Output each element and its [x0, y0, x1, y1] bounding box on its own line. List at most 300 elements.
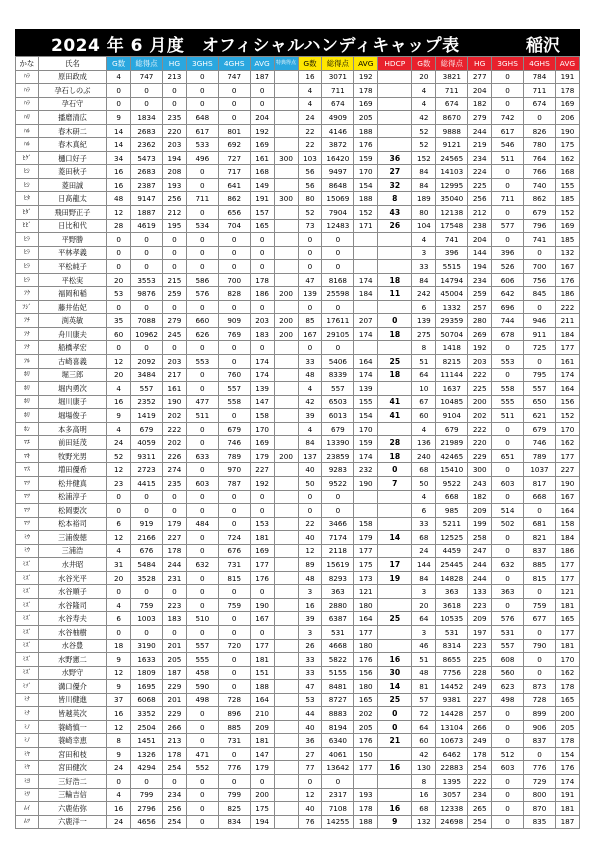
left-stat-cell: 0: [107, 260, 131, 274]
left-stat-cell: 834: [218, 815, 250, 829]
right-stat-cell: 144: [412, 558, 436, 572]
player-name-cell: 渕英敏: [38, 314, 106, 328]
right-stat-cell: 728: [524, 693, 556, 707]
header-name: 氏名: [38, 57, 106, 71]
kana-cell: ﾐﾜ: [16, 788, 39, 802]
mid-stat-cell: 0: [298, 341, 322, 355]
right-stat-cell: 152: [555, 206, 579, 220]
left-stat-cell: 717: [218, 165, 250, 179]
player-name-cell: 日比和代: [38, 219, 106, 233]
left-stat-cell: 4: [107, 70, 131, 84]
mid-stat-cell: 0: [298, 233, 322, 247]
header-left-total: 総得点: [131, 57, 163, 71]
player-name-cell: 皆越英次: [38, 707, 106, 721]
mid-stat-cell: [354, 260, 378, 274]
left-stat-cell: 0: [107, 341, 131, 355]
left-stat-cell: 151: [250, 666, 274, 680]
left-stat-cell: 496: [186, 151, 218, 165]
player-name-cell: 溝口優介: [38, 680, 106, 694]
right-stat-cell: 4: [412, 422, 436, 436]
left-stat-cell: 195: [162, 219, 186, 233]
player-name-cell: 孕石しのぶ: [38, 84, 106, 98]
right-stat-cell: 10673: [436, 734, 468, 748]
kana-cell: ﾌﾙ: [16, 355, 39, 369]
mid-stat-cell: 14255: [322, 815, 354, 829]
kana-cell: ﾐｿﾞ: [16, 680, 39, 694]
kana-cell: ﾋｼ: [16, 165, 39, 179]
mid-stat-cell: 174: [354, 449, 378, 463]
left-stat-cell: [274, 70, 298, 84]
right-stat-cell: 17548: [436, 219, 468, 233]
left-stat-cell: 202: [162, 409, 186, 423]
right-stat-cell: 9381: [436, 693, 468, 707]
right-stat-cell: 178: [555, 680, 579, 694]
right-stat-cell: 182: [468, 97, 492, 111]
mid-stat-cell: 207: [354, 314, 378, 328]
right-stat-cell: 621: [524, 409, 556, 423]
table-row: [16, 720, 580, 734]
right-stat-cell: 826: [524, 124, 556, 138]
left-stat-cell: 769: [218, 327, 250, 341]
left-stat-cell: 9: [107, 653, 131, 667]
table-row: [16, 774, 580, 788]
mid-stat-cell: 29105: [322, 327, 354, 341]
right-stat-cell: 679: [524, 206, 556, 220]
left-stat-cell: [274, 165, 298, 179]
player-name-cell: 平林孝義: [38, 246, 106, 260]
table-row: [16, 260, 580, 274]
mid-stat-cell: [354, 774, 378, 788]
left-stat-cell: 0: [186, 165, 218, 179]
header-right-3ghs: 3GHS: [492, 57, 524, 71]
mid-stat-cell: 177: [354, 761, 378, 775]
left-stat-cell: 724: [218, 531, 250, 545]
left-stat-cell: 12: [107, 463, 131, 477]
player-name-cell: 本多高明: [38, 422, 106, 436]
kana-cell: ﾐﾅ: [16, 707, 39, 721]
left-stat-cell: [274, 368, 298, 382]
mid-stat-cell: 39: [298, 612, 322, 626]
left-stat-cell: 4: [107, 422, 131, 436]
mid-stat-cell: 0: [322, 246, 354, 260]
right-stat-cell: 1637: [436, 382, 468, 396]
right-stat-cell: 158: [555, 517, 579, 531]
player-name-cell: 三浦浩: [38, 544, 106, 558]
right-stat-cell: 154: [555, 747, 579, 761]
hdcp-cell: [378, 97, 412, 111]
left-stat-cell: 16: [107, 802, 131, 816]
header-left-4ghs: 4GHS: [218, 57, 250, 71]
left-stat-cell: 2092: [131, 355, 163, 369]
mid-stat-cell: 155: [354, 395, 378, 409]
right-stat-cell: 759: [524, 598, 556, 612]
player-name-cell: 平松実: [38, 273, 106, 287]
left-stat-cell: 0: [218, 653, 250, 667]
left-stat-cell: 178: [162, 544, 186, 558]
left-stat-cell: [274, 598, 298, 612]
kana-cell: ﾐｽﾞ: [16, 639, 39, 653]
left-stat-cell: 0: [186, 707, 218, 721]
right-stat-cell: 277: [468, 70, 492, 84]
right-stat-cell: 209: [468, 504, 492, 518]
hdcp-cell: 17: [378, 558, 412, 572]
right-stat-cell: 152: [555, 409, 579, 423]
left-stat-cell: 0: [131, 300, 163, 314]
right-stat-cell: 167: [555, 260, 579, 274]
mid-stat-cell: 0: [298, 260, 322, 274]
right-stat-cell: 178: [555, 84, 579, 98]
right-stat-cell: 164: [555, 382, 579, 396]
left-stat-cell: 9147: [131, 192, 163, 206]
left-stat-cell: 557: [186, 639, 218, 653]
left-stat-cell: 0: [131, 490, 163, 504]
left-stat-cell: 192: [250, 476, 274, 490]
right-stat-cell: 623: [492, 680, 524, 694]
left-stat-cell: [274, 124, 298, 138]
right-stat-cell: 3: [412, 585, 436, 599]
mid-stat-cell: 139: [298, 287, 322, 301]
player-name-cell: 菱田誠: [38, 178, 106, 192]
mid-stat-cell: 42: [298, 395, 322, 409]
mid-stat-cell: 164: [354, 355, 378, 369]
table-row: [16, 747, 580, 761]
left-stat-cell: 0: [162, 260, 186, 274]
mid-stat-cell: 5155: [322, 666, 354, 680]
left-stat-cell: 676: [218, 544, 250, 558]
left-stat-cell: 799: [218, 788, 250, 802]
left-stat-cell: [274, 490, 298, 504]
mid-stat-cell: 159: [354, 151, 378, 165]
right-stat-cell: 256: [468, 192, 492, 206]
left-stat-cell: 204: [250, 111, 274, 125]
mid-stat-cell: [354, 246, 378, 260]
table-row: [16, 585, 580, 599]
mid-stat-cell: [354, 300, 378, 314]
player-name-cell: 舟川康夫: [38, 327, 106, 341]
right-stat-cell: 244: [468, 124, 492, 138]
header-mid-avg: AVG: [354, 57, 378, 71]
left-stat-cell: 181: [250, 734, 274, 748]
mid-stat-cell: 0: [298, 490, 322, 504]
right-stat-cell: 234: [468, 151, 492, 165]
table-row: [16, 165, 580, 179]
left-stat-cell: 0: [186, 504, 218, 518]
left-stat-cell: 0: [162, 84, 186, 98]
right-stat-cell: 249: [468, 734, 492, 748]
right-stat-cell: 72: [412, 707, 436, 721]
right-stat-cell: 64: [412, 720, 436, 734]
left-stat-cell: 16: [107, 165, 131, 179]
right-stat-cell: 557: [524, 382, 556, 396]
hdcp-cell: [378, 504, 412, 518]
table-row: [16, 788, 580, 802]
mid-stat-cell: 232: [354, 463, 378, 477]
right-stat-cell: 560: [492, 666, 524, 680]
header-right-4ghs: 4GHS: [524, 57, 556, 71]
right-stat-cell: 130: [412, 761, 436, 775]
left-stat-cell: 1695: [131, 680, 163, 694]
left-stat-cell: 259: [162, 287, 186, 301]
left-stat-cell: 4415: [131, 476, 163, 490]
left-stat-cell: 2387: [131, 178, 163, 192]
right-stat-cell: 257: [468, 707, 492, 721]
left-stat-cell: [274, 436, 298, 450]
left-stat-cell: [274, 138, 298, 152]
kana-cell: ﾊﾙ: [16, 138, 39, 152]
mid-stat-cell: 177: [354, 625, 378, 639]
right-stat-cell: 177: [555, 558, 579, 572]
left-stat-cell: 179: [162, 517, 186, 531]
left-stat-cell: [274, 585, 298, 599]
left-stat-cell: 862: [218, 192, 250, 206]
kana-cell: ﾐｽﾞ: [16, 653, 39, 667]
left-stat-cell: 679: [131, 422, 163, 436]
right-stat-cell: 64: [412, 612, 436, 626]
mid-stat-cell: 174: [354, 368, 378, 382]
mid-stat-cell: 121: [354, 585, 378, 599]
right-stat-cell: 3057: [436, 788, 468, 802]
right-stat-cell: 209: [468, 612, 492, 626]
hdcp-cell: 25: [378, 693, 412, 707]
hdcp-cell: 30: [378, 666, 412, 680]
mid-stat-cell: 3: [298, 625, 322, 639]
left-stat-cell: 178: [162, 747, 186, 761]
left-stat-cell: 203: [162, 355, 186, 369]
hdcp-cell: [378, 639, 412, 653]
mid-stat-cell: 2118: [322, 544, 354, 558]
left-stat-cell: 35: [107, 314, 131, 328]
kana-cell: ﾐｽﾞ: [16, 625, 39, 639]
right-stat-cell: 795: [524, 368, 556, 382]
table-row: [16, 463, 580, 477]
left-stat-cell: 747: [131, 70, 163, 84]
left-stat-cell: 0: [218, 504, 250, 518]
right-stat-cell: 197: [468, 625, 492, 639]
left-stat-cell: [274, 504, 298, 518]
right-stat-cell: 744: [492, 314, 524, 328]
right-stat-cell: 8215: [436, 355, 468, 369]
right-stat-cell: 0: [492, 815, 524, 829]
mid-stat-cell: 159: [354, 436, 378, 450]
left-stat-cell: 192: [250, 124, 274, 138]
right-stat-cell: 555: [492, 395, 524, 409]
left-stat-cell: 9: [107, 409, 131, 423]
left-stat-cell: 5473: [131, 151, 163, 165]
left-stat-cell: 231: [162, 571, 186, 585]
right-stat-cell: 68: [412, 531, 436, 545]
right-stat-cell: 200: [555, 707, 579, 721]
left-stat-cell: 2796: [131, 802, 163, 816]
left-stat-cell: 746: [218, 436, 250, 450]
left-stat-cell: 187: [162, 666, 186, 680]
left-stat-cell: 0: [186, 70, 218, 84]
right-stat-cell: 156: [555, 395, 579, 409]
table-row: [16, 761, 580, 775]
mid-stat-cell: 24: [298, 111, 322, 125]
right-stat-cell: 4: [412, 84, 436, 98]
left-stat-cell: [274, 219, 298, 233]
table-row: [16, 612, 580, 626]
right-stat-cell: 396: [436, 246, 468, 260]
table-row: [16, 531, 580, 545]
left-stat-cell: 828: [218, 287, 250, 301]
left-stat-cell: 53: [107, 287, 131, 301]
left-stat-cell: 759: [218, 598, 250, 612]
left-stat-cell: 190: [250, 598, 274, 612]
right-stat-cell: 0: [492, 788, 524, 802]
right-stat-cell: 553: [492, 355, 524, 369]
right-stat-cell: 815: [524, 571, 556, 585]
right-stat-cell: 177: [555, 341, 579, 355]
right-stat-cell: 0: [524, 747, 556, 761]
left-stat-cell: 0: [186, 246, 218, 260]
mid-stat-cell: 8648: [322, 178, 354, 192]
left-stat-cell: 3553: [131, 273, 163, 287]
right-stat-cell: 181: [555, 598, 579, 612]
mid-stat-cell: 33: [298, 653, 322, 667]
kana-cell: ﾎﾘ: [16, 368, 39, 382]
mid-stat-cell: 184: [354, 287, 378, 301]
player-name-cell: 水井昭: [38, 558, 106, 572]
kana-cell: ﾐｽﾞ: [16, 666, 39, 680]
left-stat-cell: 0: [162, 585, 186, 599]
right-stat-cell: 259: [468, 287, 492, 301]
left-stat-cell: 1003: [131, 612, 163, 626]
table-row: [16, 395, 580, 409]
right-stat-cell: 187: [555, 815, 579, 829]
left-stat-cell: 147: [250, 395, 274, 409]
left-stat-cell: [274, 84, 298, 98]
hdcp-cell: 26: [378, 219, 412, 233]
left-stat-cell: 0: [218, 680, 250, 694]
right-stat-cell: 25445: [436, 558, 468, 572]
hdcp-cell: [378, 747, 412, 761]
mid-stat-cell: 4: [298, 84, 322, 98]
right-stat-cell: 1418: [436, 341, 468, 355]
mid-stat-cell: 174: [354, 327, 378, 341]
left-stat-cell: 153: [250, 517, 274, 531]
player-name-cell: 播磨清広: [38, 111, 106, 125]
kana-cell: ﾋﾀﾞ: [16, 206, 39, 220]
left-stat-cell: 12: [107, 720, 131, 734]
right-stat-cell: 784: [524, 70, 556, 84]
kana-cell: ﾐﾉ: [16, 734, 39, 748]
player-name-cell: 水野憲二: [38, 653, 106, 667]
kana-cell: ﾐﾔ: [16, 761, 39, 775]
left-stat-cell: 704: [218, 219, 250, 233]
table-row: [16, 653, 580, 667]
left-stat-cell: [274, 382, 298, 396]
left-stat-cell: 0: [250, 490, 274, 504]
mid-stat-cell: 4: [298, 382, 322, 396]
left-stat-cell: 799: [131, 788, 163, 802]
mid-stat-cell: 169: [354, 97, 378, 111]
left-stat-cell: [274, 693, 298, 707]
table-row: [16, 517, 580, 531]
left-stat-cell: 676: [131, 544, 163, 558]
right-stat-cell: 176: [555, 761, 579, 775]
left-stat-cell: [274, 355, 298, 369]
right-stat-cell: 0: [492, 97, 524, 111]
left-stat-cell: 161: [162, 382, 186, 396]
player-name-cell: 松岡要次: [38, 504, 106, 518]
left-stat-cell: 4619: [131, 219, 163, 233]
mid-stat-cell: [354, 490, 378, 504]
mid-stat-cell: 2317: [322, 788, 354, 802]
left-stat-cell: 256: [162, 802, 186, 816]
left-stat-cell: [274, 666, 298, 680]
hdcp-cell: 18: [378, 368, 412, 382]
right-stat-cell: 790: [524, 639, 556, 653]
left-stat-cell: 0: [162, 97, 186, 111]
left-stat-cell: 2683: [131, 124, 163, 138]
right-stat-cell: 191: [555, 70, 579, 84]
left-stat-cell: 188: [250, 680, 274, 694]
left-stat-cell: 4: [107, 382, 131, 396]
right-stat-cell: 0: [492, 802, 524, 816]
right-stat-cell: 170: [555, 422, 579, 436]
right-stat-cell: 3618: [436, 598, 468, 612]
mid-stat-cell: 188: [354, 815, 378, 829]
right-stat-cell: 576: [492, 612, 524, 626]
right-stat-cell: 121: [555, 585, 579, 599]
mid-stat-cell: 40: [298, 531, 322, 545]
left-stat-cell: 245: [162, 327, 186, 341]
left-stat-cell: 0: [186, 368, 218, 382]
right-stat-cell: 514: [492, 504, 524, 518]
right-stat-cell: 502: [492, 517, 524, 531]
mid-stat-cell: 8194: [322, 720, 354, 734]
left-stat-cell: 190: [162, 395, 186, 409]
mid-stat-cell: 167: [298, 327, 322, 341]
left-stat-cell: 0: [250, 585, 274, 599]
mid-stat-cell: 33: [298, 666, 322, 680]
left-stat-cell: [274, 734, 298, 748]
table-row: [16, 449, 580, 463]
left-stat-cell: 0: [186, 774, 218, 788]
left-stat-cell: 12: [107, 531, 131, 545]
right-stat-cell: 190: [555, 124, 579, 138]
left-stat-cell: 660: [186, 314, 218, 328]
left-stat-cell: 9: [107, 111, 131, 125]
right-stat-cell: 136: [412, 436, 436, 450]
left-stat-cell: [274, 341, 298, 355]
left-stat-cell: 0: [186, 260, 218, 274]
mid-stat-cell: [354, 233, 378, 247]
left-stat-cell: 0: [218, 625, 250, 639]
mid-stat-cell: 6503: [322, 395, 354, 409]
mid-stat-cell: 154: [354, 178, 378, 192]
right-stat-cell: 257: [468, 300, 492, 314]
right-stat-cell: 155: [555, 178, 579, 192]
mid-stat-cell: 44: [298, 707, 322, 721]
mid-stat-cell: 26: [298, 639, 322, 653]
header-left-bonus: 特典得点: [274, 57, 298, 71]
table-row: [16, 436, 580, 450]
right-stat-cell: 617: [492, 124, 524, 138]
right-stat-cell: 870: [524, 802, 556, 816]
mid-stat-cell: 7904: [322, 206, 354, 220]
right-stat-cell: 12525: [436, 531, 468, 545]
hdcp-cell: 16: [378, 802, 412, 816]
left-stat-cell: 181: [250, 531, 274, 545]
table-row: [16, 151, 580, 165]
hdcp-cell: 36: [378, 151, 412, 165]
right-stat-cell: 84: [412, 178, 436, 192]
left-stat-cell: [274, 273, 298, 287]
left-stat-cell: [274, 625, 298, 639]
table-row: [16, 409, 580, 423]
